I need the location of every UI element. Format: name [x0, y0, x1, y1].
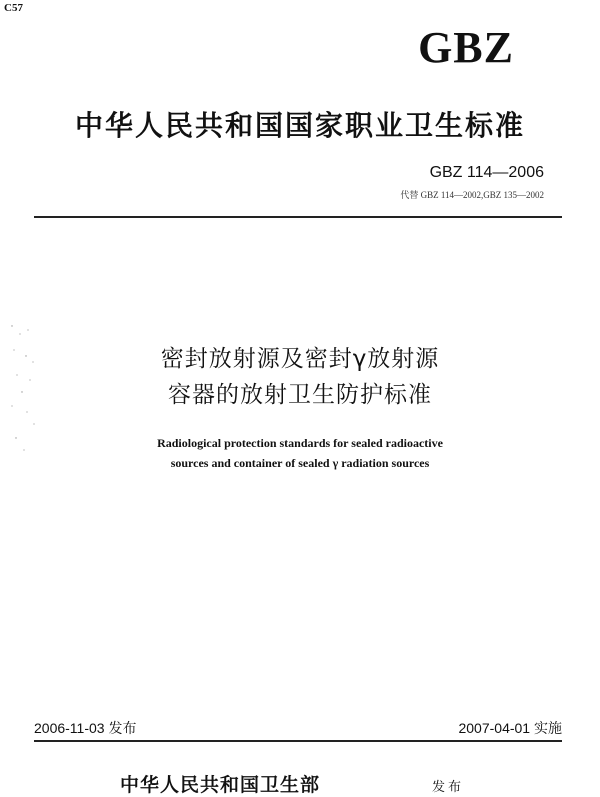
standard-number: GBZ 114—2006 — [429, 164, 544, 181]
cn-title-line-1: 密封放射源及密封γ放射源 — [160, 346, 440, 372]
footer-divider — [34, 740, 562, 742]
en-title-line-1: Radiological protection standards for sealed radioactive — [157, 436, 443, 450]
replaces-note: 代替 GBZ 114—2002,GBZ 135—2002 — [400, 190, 544, 200]
effective-date: 2007-04-01 实施 — [458, 720, 562, 736]
cn-title-line-2: 容器的放射卫生防护标准 — [168, 382, 432, 408]
standard-type-title: 中华人民共和国国家职业卫生标准 — [74, 109, 525, 142]
issue-date: 2006-11-03 发布 — [34, 720, 137, 736]
en-title-line-2: sources and container of sealed γ radiation sources — [170, 456, 430, 470]
publish-label: 发布 — [432, 780, 465, 795]
gbz-logo: GBZ — [418, 23, 514, 72]
publisher-name: 中华人民共和国卫生部 — [120, 774, 321, 796]
ccs-code: C57 — [4, 2, 23, 14]
header-divider — [34, 216, 562, 218]
